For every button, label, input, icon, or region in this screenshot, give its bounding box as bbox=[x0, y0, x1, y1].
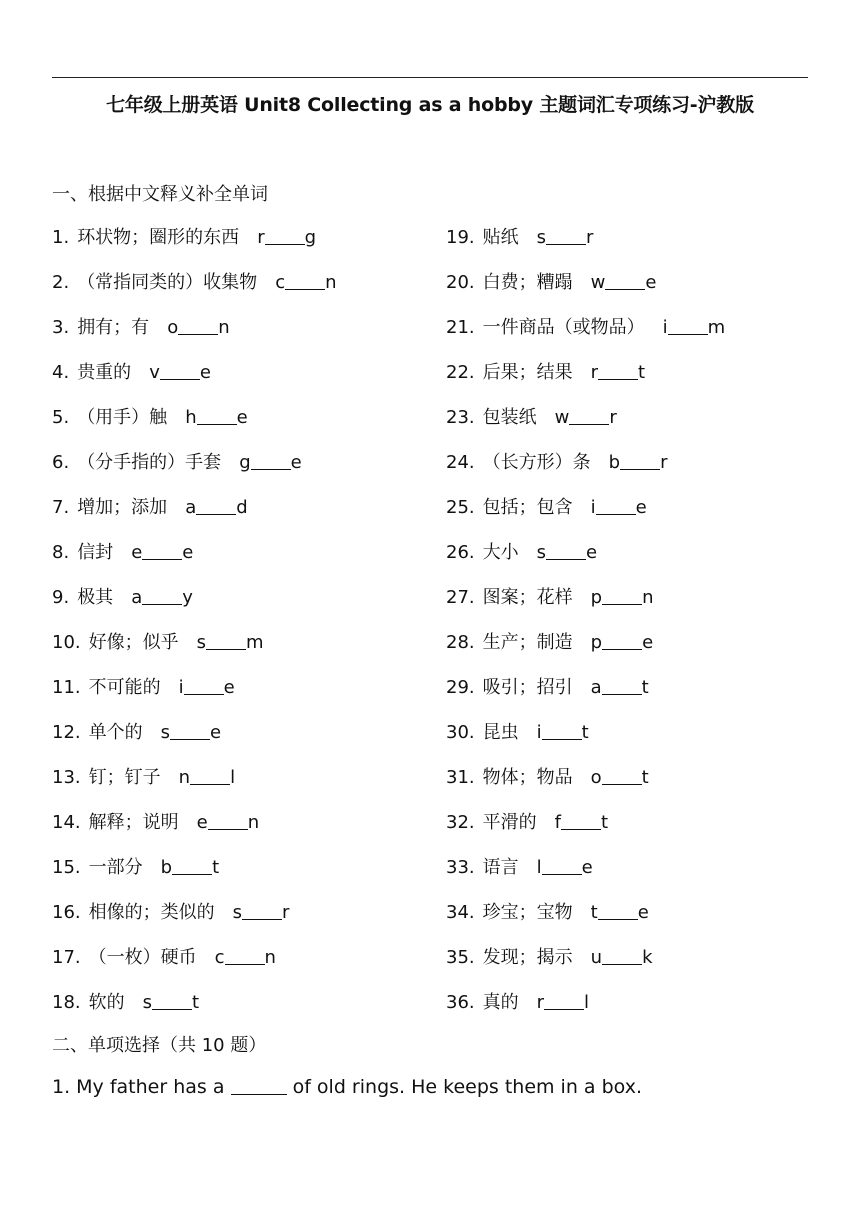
word-item bbox=[52, 901, 432, 946]
answer-blank[interactable] bbox=[596, 496, 636, 515]
item-number: 10. bbox=[52, 632, 81, 653]
word-item bbox=[52, 361, 432, 406]
word-item bbox=[446, 451, 826, 496]
word-item bbox=[52, 946, 432, 991]
word-item bbox=[446, 721, 826, 766]
word-item bbox=[446, 361, 826, 406]
chinese-meaning: 好像；似乎 bbox=[88, 632, 179, 653]
item-number: 17. bbox=[52, 947, 81, 968]
first-letter: n bbox=[178, 767, 191, 788]
page-title: 七年级上册英语 Unit8 Collecting as a hobby 主题词汇专项练习-沪教版 bbox=[106, 94, 754, 116]
first-letter: s bbox=[196, 632, 207, 653]
word-item bbox=[52, 766, 432, 811]
section-heading-2: 二、单项选择（共 10 题） bbox=[52, 1035, 267, 1056]
item-number: 25. bbox=[446, 497, 475, 518]
first-letter: b bbox=[608, 452, 621, 473]
last-letter: n bbox=[264, 947, 276, 968]
item-number: 7. bbox=[52, 497, 70, 518]
item-number: 22. bbox=[446, 362, 475, 383]
first-letter: s bbox=[142, 992, 153, 1013]
answer-blank[interactable] bbox=[265, 226, 305, 245]
word-item bbox=[446, 496, 826, 541]
last-letter: e bbox=[199, 362, 211, 383]
last-letter: n bbox=[247, 812, 260, 833]
last-letter: t bbox=[212, 857, 220, 878]
first-letter: t bbox=[590, 902, 598, 923]
last-letter: e bbox=[210, 722, 222, 743]
last-letter: r bbox=[609, 407, 617, 428]
first-letter: w bbox=[554, 407, 570, 428]
word-item bbox=[446, 631, 826, 676]
first-letter: e bbox=[196, 812, 208, 833]
word-item bbox=[52, 451, 432, 496]
word-item bbox=[446, 226, 826, 271]
chinese-meaning: 珍宝；宝物 bbox=[482, 902, 573, 923]
answer-blank[interactable] bbox=[208, 811, 248, 830]
first-letter: p bbox=[590, 587, 603, 608]
chinese-meaning: 增加；添加 bbox=[77, 497, 168, 518]
chinese-meaning: 图案；花样 bbox=[482, 587, 573, 608]
word-item bbox=[52, 856, 432, 901]
item-number: 28. bbox=[446, 632, 475, 653]
chinese-meaning: 平滑的 bbox=[482, 812, 537, 833]
answer-blank[interactable] bbox=[620, 451, 660, 470]
chinese-meaning: 白费；糟蹋 bbox=[482, 272, 573, 293]
chinese-meaning: 信封 bbox=[77, 542, 114, 563]
first-letter: w bbox=[590, 272, 606, 293]
last-letter: t bbox=[641, 677, 649, 698]
header-rule bbox=[52, 77, 808, 78]
answer-blank[interactable] bbox=[668, 316, 708, 335]
last-letter: e bbox=[236, 407, 248, 428]
question-1-prefix: 1. My father has a bbox=[52, 1076, 225, 1098]
answer-blank[interactable] bbox=[231, 1076, 287, 1095]
answer-blank[interactable] bbox=[197, 406, 237, 425]
item-number: 35. bbox=[446, 947, 475, 968]
item-number: 18. bbox=[52, 992, 81, 1013]
last-letter: n bbox=[325, 272, 337, 293]
item-number: 19. bbox=[446, 227, 475, 248]
chinese-meaning: （分手指的）手套 bbox=[77, 452, 222, 473]
chinese-meaning: 真的 bbox=[482, 992, 519, 1013]
last-letter: r bbox=[586, 227, 594, 248]
answer-blank[interactable] bbox=[170, 721, 210, 740]
answer-blank[interactable] bbox=[542, 721, 582, 740]
first-letter: f bbox=[554, 812, 561, 833]
last-letter: m bbox=[707, 317, 726, 338]
item-number: 1. bbox=[52, 227, 70, 248]
first-letter: s bbox=[536, 227, 547, 248]
chinese-meaning: 环状物；圈形的东西 bbox=[77, 227, 240, 248]
first-letter: s bbox=[160, 722, 171, 743]
item-number: 32. bbox=[446, 812, 475, 833]
first-letter: v bbox=[149, 362, 160, 383]
item-number: 16. bbox=[52, 902, 81, 923]
answer-blank[interactable] bbox=[598, 361, 638, 380]
word-item bbox=[446, 541, 826, 586]
first-letter: i bbox=[590, 497, 596, 518]
last-letter: l bbox=[230, 767, 236, 788]
chinese-meaning: （常指同类的）收集物 bbox=[77, 272, 258, 293]
word-item bbox=[52, 676, 432, 721]
last-letter: y bbox=[182, 587, 193, 608]
answer-blank[interactable] bbox=[602, 946, 642, 965]
first-letter: c bbox=[214, 947, 225, 968]
last-letter: e bbox=[223, 677, 235, 698]
word-item bbox=[52, 721, 432, 766]
answer-blank[interactable] bbox=[602, 631, 642, 650]
word-item bbox=[52, 586, 432, 631]
last-letter: n bbox=[218, 317, 230, 338]
answer-blank[interactable] bbox=[546, 541, 586, 560]
answer-blank[interactable] bbox=[285, 271, 325, 290]
section-heading-1: 一、根据中文释义补全单词 bbox=[52, 184, 268, 205]
word-item bbox=[52, 406, 432, 451]
answer-blank[interactable] bbox=[546, 226, 586, 245]
chinese-meaning: 大小 bbox=[482, 542, 519, 563]
first-letter: o bbox=[167, 317, 179, 338]
answer-blank[interactable] bbox=[172, 856, 212, 875]
last-letter: r bbox=[660, 452, 668, 473]
word-item bbox=[52, 631, 432, 676]
word-item bbox=[446, 316, 826, 361]
item-number: 26. bbox=[446, 542, 475, 563]
chinese-meaning: 解释；说明 bbox=[88, 812, 179, 833]
chinese-meaning: 语言 bbox=[482, 857, 519, 878]
last-letter: e bbox=[182, 542, 194, 563]
last-letter: e bbox=[290, 452, 302, 473]
chinese-meaning: 吸引；招引 bbox=[482, 677, 573, 698]
last-letter: r bbox=[282, 902, 290, 923]
item-number: 5. bbox=[52, 407, 70, 428]
first-letter: o bbox=[590, 767, 602, 788]
chinese-meaning: （用手）触 bbox=[77, 407, 168, 428]
first-letter: h bbox=[185, 407, 197, 428]
first-letter: g bbox=[239, 452, 251, 473]
left-column bbox=[52, 226, 432, 1036]
last-letter: d bbox=[236, 497, 248, 518]
last-letter: e bbox=[645, 272, 657, 293]
word-item bbox=[446, 676, 826, 721]
item-number: 34. bbox=[446, 902, 475, 923]
word-item bbox=[446, 406, 826, 451]
word-item bbox=[446, 991, 826, 1036]
item-number: 3. bbox=[52, 317, 70, 338]
answer-blank[interactable] bbox=[242, 901, 282, 920]
item-number: 8. bbox=[52, 542, 70, 563]
item-number: 27. bbox=[446, 587, 475, 608]
item-number: 33. bbox=[446, 857, 475, 878]
chinese-meaning: 单个的 bbox=[88, 722, 143, 743]
chinese-meaning: 极其 bbox=[77, 587, 114, 608]
last-letter: t bbox=[581, 722, 589, 743]
answer-blank[interactable] bbox=[225, 946, 265, 965]
item-number: 12. bbox=[52, 722, 81, 743]
item-number: 36. bbox=[446, 992, 475, 1013]
answer-blank[interactable] bbox=[602, 586, 642, 605]
last-letter: e bbox=[586, 542, 598, 563]
item-number: 29. bbox=[446, 677, 475, 698]
question-1-suffix: of old rings. He keeps them in a box. bbox=[292, 1076, 642, 1098]
word-item bbox=[52, 991, 432, 1036]
item-number: 15. bbox=[52, 857, 81, 878]
first-letter: c bbox=[275, 272, 286, 293]
word-item bbox=[446, 586, 826, 631]
last-letter: e bbox=[637, 902, 649, 923]
answer-blank[interactable] bbox=[142, 541, 182, 560]
word-item bbox=[446, 856, 826, 901]
question-1 bbox=[52, 1076, 642, 1098]
item-number: 11. bbox=[52, 677, 81, 698]
item-number: 6. bbox=[52, 452, 70, 473]
last-letter: t bbox=[600, 812, 609, 833]
answer-blank[interactable] bbox=[184, 676, 224, 695]
first-letter: r bbox=[536, 992, 545, 1013]
answer-blank[interactable] bbox=[206, 631, 246, 650]
chinese-meaning: 拥有；有 bbox=[77, 317, 150, 338]
first-letter: u bbox=[590, 947, 603, 968]
last-letter: t bbox=[192, 992, 200, 1013]
answer-blank[interactable] bbox=[602, 766, 642, 785]
word-item bbox=[446, 766, 826, 811]
last-letter: t bbox=[641, 767, 649, 788]
item-number: 23. bbox=[446, 407, 475, 428]
answer-blank[interactable] bbox=[605, 271, 645, 290]
word-item bbox=[52, 811, 432, 856]
chinese-meaning: 包括；包含 bbox=[482, 497, 573, 518]
answer-blank[interactable] bbox=[598, 901, 638, 920]
first-letter: s bbox=[536, 542, 547, 563]
chinese-meaning: 发现；揭示 bbox=[482, 947, 573, 968]
word-item bbox=[52, 226, 432, 271]
item-number: 31. bbox=[446, 767, 475, 788]
chinese-meaning: 物体；物品 bbox=[482, 767, 573, 788]
chinese-meaning: 昆虫 bbox=[482, 722, 519, 743]
answer-blank[interactable] bbox=[542, 856, 582, 875]
chinese-meaning: 不可能的 bbox=[88, 677, 161, 698]
word-item bbox=[446, 946, 826, 991]
last-letter: k bbox=[642, 947, 653, 968]
first-letter: i bbox=[536, 722, 542, 743]
chinese-meaning: 一件商品（或物品） bbox=[482, 317, 645, 338]
first-letter: s bbox=[232, 902, 243, 923]
item-number: 2. bbox=[52, 272, 70, 293]
item-number: 13. bbox=[52, 767, 81, 788]
first-letter: e bbox=[131, 542, 143, 563]
word-item bbox=[446, 901, 826, 946]
last-letter: n bbox=[642, 587, 654, 608]
first-letter: b bbox=[160, 857, 173, 878]
chinese-meaning: （一枚）硬币 bbox=[88, 947, 197, 968]
first-letter: a bbox=[590, 677, 602, 698]
last-letter: e bbox=[635, 497, 647, 518]
last-letter: t bbox=[638, 362, 646, 383]
chinese-meaning: 贵重的 bbox=[77, 362, 132, 383]
first-letter: i bbox=[178, 677, 184, 698]
answer-blank[interactable] bbox=[190, 766, 230, 785]
answer-blank[interactable] bbox=[142, 586, 182, 605]
first-letter: r bbox=[590, 362, 599, 383]
answer-blank[interactable] bbox=[602, 676, 642, 695]
answer-blank[interactable] bbox=[569, 406, 609, 425]
last-letter: e bbox=[642, 632, 654, 653]
chinese-meaning: 一部分 bbox=[88, 857, 143, 878]
chinese-meaning: 贴纸 bbox=[482, 227, 519, 248]
item-number: 14. bbox=[52, 812, 81, 833]
answer-blank[interactable] bbox=[251, 451, 291, 470]
word-item bbox=[52, 496, 432, 541]
first-letter: a bbox=[131, 587, 143, 608]
chinese-meaning: 软的 bbox=[88, 992, 125, 1013]
item-number: 9. bbox=[52, 587, 70, 608]
last-letter: e bbox=[581, 857, 593, 878]
first-letter: i bbox=[662, 317, 668, 338]
item-number: 4. bbox=[52, 362, 70, 383]
word-item bbox=[446, 811, 826, 856]
last-letter: m bbox=[246, 632, 264, 653]
answer-blank[interactable] bbox=[152, 991, 192, 1010]
word-item bbox=[52, 541, 432, 586]
word-item bbox=[52, 316, 432, 361]
answer-blank[interactable] bbox=[196, 496, 236, 515]
answer-blank[interactable] bbox=[561, 811, 601, 830]
word-item bbox=[52, 271, 432, 316]
last-letter: l bbox=[584, 992, 590, 1013]
first-letter: p bbox=[590, 632, 603, 653]
chinese-meaning: 相像的；类似的 bbox=[88, 902, 215, 923]
answer-blank[interactable] bbox=[178, 316, 218, 335]
right-column bbox=[446, 226, 826, 1036]
chinese-meaning: 生产；制造 bbox=[482, 632, 573, 653]
answer-blank[interactable] bbox=[160, 361, 200, 380]
item-number: 20. bbox=[446, 272, 475, 293]
last-letter: g bbox=[304, 227, 317, 248]
first-letter: a bbox=[185, 497, 197, 518]
chinese-meaning: 钉；钉子 bbox=[88, 767, 161, 788]
word-item bbox=[446, 271, 826, 316]
answer-blank[interactable] bbox=[544, 991, 584, 1010]
item-number: 21. bbox=[446, 317, 475, 338]
chinese-meaning: 包装纸 bbox=[482, 407, 537, 428]
chinese-meaning: （长方形）条 bbox=[482, 452, 591, 473]
item-number: 24. bbox=[446, 452, 475, 473]
item-number: 30. bbox=[446, 722, 475, 743]
first-letter: l bbox=[536, 857, 542, 878]
first-letter: r bbox=[257, 227, 265, 248]
chinese-meaning: 后果；结果 bbox=[482, 362, 573, 383]
